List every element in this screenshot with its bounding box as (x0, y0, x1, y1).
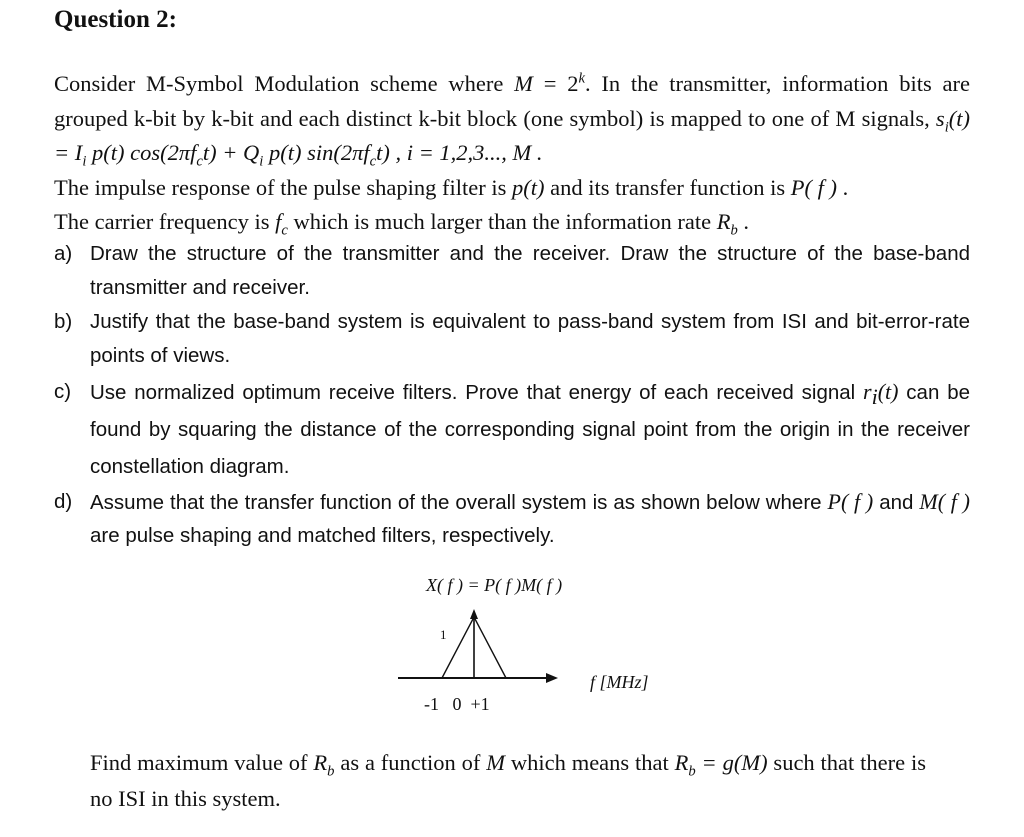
item-a (54, 237, 970, 305)
intro-text (54, 67, 970, 240)
peak-label: 1 (440, 627, 447, 642)
item-b (54, 305, 970, 373)
item-d-label: d) (54, 490, 73, 513)
question-heading: Question 2: (54, 6, 177, 33)
axis-label: f [MHz] (590, 672, 649, 692)
intro-paragraph-3: The carrier frequency is $f_c$ which is much larger than the information rate $R_b$ . (54, 209, 750, 239)
item-a-text: Draw the structure of the transmitter and the receiver. Draw the structure of the base-band transmitter and receiver. (90, 242, 970, 299)
frequency-axis-arrow (546, 673, 558, 683)
item-d-text: Assume that the transfer function of the overall system is as shown below where P( f ) and M( f ) are pulse shaping and matched filters, respectively. (90, 489, 970, 547)
item-c-text: Use normalized optimum receive filters. Prove that energy of each received signal $r_i(t)$ can be found by squaring the distance of the corresponding signal point from the origin in the receiver constellation diagram. (90, 379, 970, 478)
item-d (54, 485, 970, 552)
item-c-label: c) (54, 380, 72, 403)
tick-labels: -1 0 +1 (424, 694, 490, 714)
closing-paragraph: Find maximum value of $R_b$ as a function of M which means that $R_b = g(M)$ such that there is no ISI in this system. (90, 750, 926, 811)
transfer-function-diagram (380, 565, 700, 725)
closing-text (90, 745, 926, 817)
sub-questions (54, 237, 970, 552)
item-c (54, 373, 970, 485)
intro-paragraph-2: The impulse response of the pulse shaping filter is p(t) and its transfer function is P( f ) . (54, 174, 849, 200)
item-b-text: Justify that the base-band system is equivalent to pass-band system from ISI and bit-error-rate points of views. (90, 310, 970, 367)
item-a-label: a) (54, 242, 73, 265)
diagram-title: X( f ) = P( f )M( f ) (426, 575, 563, 595)
item-b-label: b) (54, 310, 73, 333)
intro-paragraph-1: Consider M-Symbol Modulation scheme where $M = 2^k$. In the transmitter, information bits are grouped k-bit by k-bit and each distinct k-bit block (one symbol) is mapped to one of M signals, $s_i(t) = I_i$ p(t) $\cos(2\pi f_ct) + Q_i$ p(t) $\sin(2\pi f_ct)$ , i = 1,2,3..., M . (54, 70, 970, 170)
